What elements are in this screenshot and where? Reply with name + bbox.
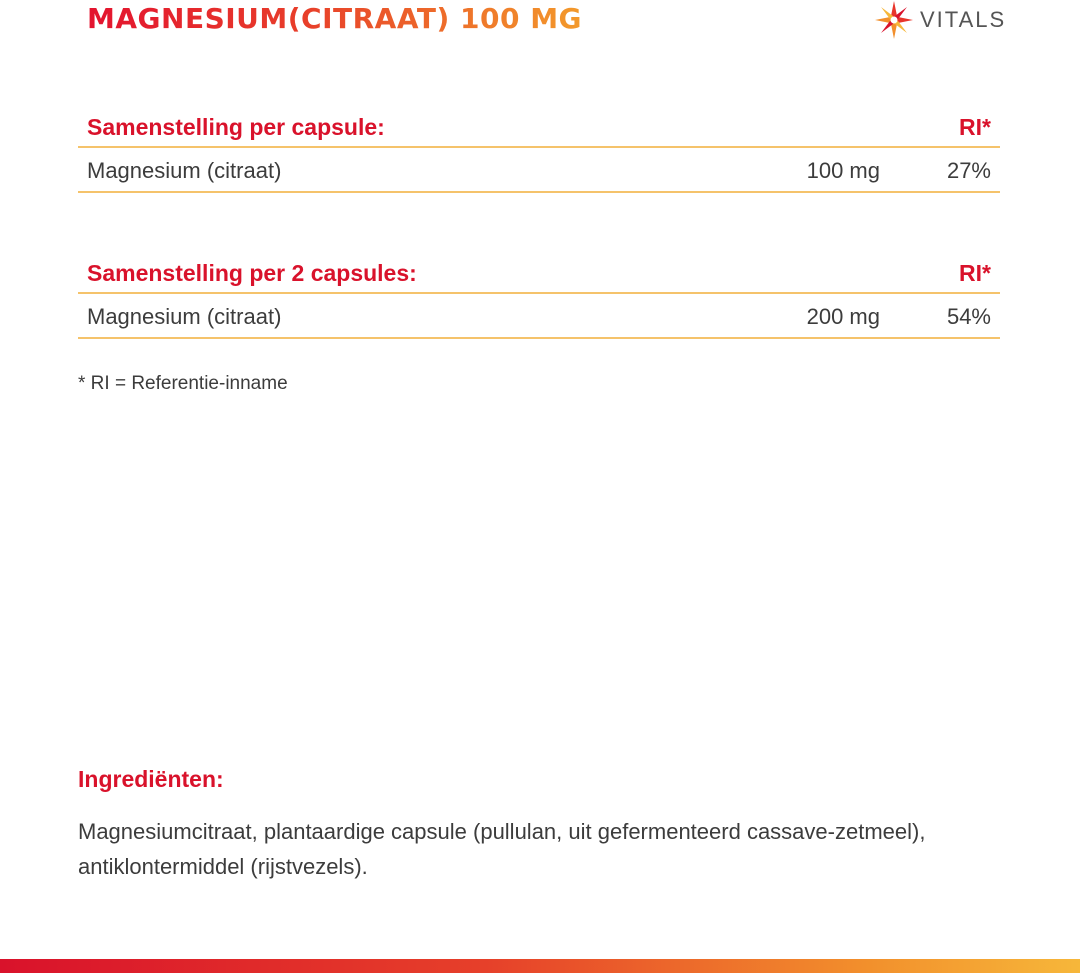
ingredients-text: Magnesiumcitraat, plantaardige capsule (pullulan, uit gefermenteerd cassave-zetmeel), antiklontermiddel (rijstvezels). [78, 819, 926, 879]
table-heading: Samenstelling per 2 capsules: [87, 260, 417, 286]
brand-name: VITALS [920, 7, 1007, 32]
brand-logo [872, 0, 1006, 40]
ri-column-header: RI* [959, 114, 991, 140]
sunburst-star-icon [872, 0, 916, 40]
nutrient-name: Magnesium (citraat) [87, 158, 282, 183]
nutrient-name: Magnesium (citraat) [87, 304, 282, 329]
table-heading: Samenstelling per capsule: [87, 114, 385, 140]
ingredients-title: Ingrediënten: [78, 766, 224, 792]
ri-column-header: RI* [959, 260, 991, 286]
table-row [78, 294, 1000, 339]
table-header [78, 106, 1000, 148]
nutrient-amount: 100 mg [806, 158, 880, 183]
page-title: MAGNESIUM(CITRAAT) 100 MG [87, 2, 583, 35]
composition-table-1-capsule [78, 106, 1000, 193]
nutrient-ri: 54% [946, 304, 991, 329]
table-row [78, 148, 1000, 193]
nutrient-ri: 27% [946, 158, 991, 183]
composition-table-2-capsules [78, 252, 1000, 339]
table-header [78, 252, 1000, 294]
nutrient-amount: 200 mg [806, 304, 880, 329]
ri-footnote: * RI = Referentie-inname [78, 373, 288, 394]
bottom-gradient-bar [0, 959, 1080, 973]
